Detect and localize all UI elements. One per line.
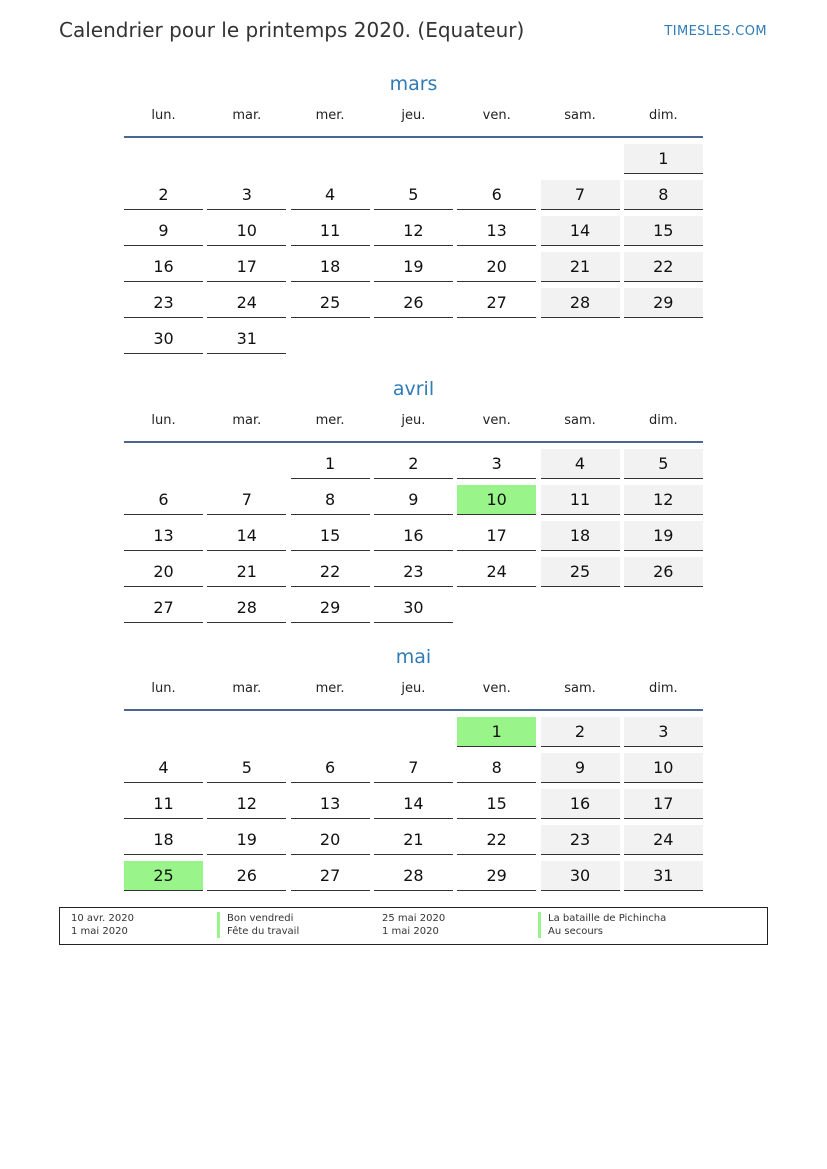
- day-cell: 22: [291, 557, 370, 587]
- weekday-label: jeu.: [401, 108, 426, 123]
- day-cell: 14: [374, 789, 453, 819]
- day-cell: 20: [124, 557, 203, 587]
- legend-holiday-name: Au secours: [538, 925, 666, 938]
- day-cell: 6: [457, 180, 536, 210]
- day-cell: 2: [374, 449, 453, 479]
- day-cell: 2: [541, 717, 620, 747]
- day-cell: 28: [541, 288, 620, 318]
- day-cell: 28: [207, 593, 286, 623]
- weekday-label: mar.: [232, 108, 262, 123]
- day-cell: 16: [374, 521, 453, 551]
- weekday-label: sam.: [564, 108, 596, 123]
- day-cell: 20: [457, 252, 536, 282]
- legend-holiday-name: Bon vendredi: [217, 912, 299, 925]
- day-cell: 7: [541, 180, 620, 210]
- day-cell: 14: [541, 216, 620, 246]
- day-cell: 10: [624, 753, 703, 783]
- day-cell: 25: [291, 288, 370, 318]
- weekday-header: [124, 411, 703, 443]
- legend-names-right: [538, 912, 666, 938]
- day-cell: 7: [207, 485, 286, 515]
- day-cell: 18: [541, 521, 620, 551]
- day-cell: 18: [291, 252, 370, 282]
- day-cell: 18: [124, 825, 203, 855]
- day-cell: 28: [374, 861, 453, 891]
- day-cell: 26: [207, 861, 286, 891]
- day-cell: 4: [541, 449, 620, 479]
- day-cell-holiday: 10: [457, 485, 536, 515]
- day-cell: 25: [541, 557, 620, 587]
- day-cell: 1: [624, 144, 703, 174]
- day-cell: 5: [374, 180, 453, 210]
- day-cell: 30: [541, 861, 620, 891]
- day-grid: [124, 443, 703, 631]
- day-cell: 6: [124, 485, 203, 515]
- day-cell: 16: [124, 252, 203, 282]
- month-name: mars: [389, 73, 438, 95]
- legend-date: 25 mai 2020: [382, 913, 446, 924]
- day-cell: 24: [207, 288, 286, 318]
- day-cell: 29: [291, 593, 370, 623]
- legend-holiday-name: La bataille de Pichincha: [538, 912, 666, 925]
- day-cell: 8: [457, 753, 536, 783]
- day-cell: 24: [624, 825, 703, 855]
- legend-holiday-name: Fête du travail: [217, 925, 299, 938]
- day-cell: 2: [124, 180, 203, 210]
- legend-dates-left: [71, 912, 134, 938]
- day-cell: 15: [291, 521, 370, 551]
- day-cell: 13: [124, 521, 203, 551]
- day-cell-holiday: 1: [457, 717, 536, 747]
- weekday-label: mer.: [315, 681, 345, 696]
- day-cell: 4: [291, 180, 370, 210]
- day-cell: 21: [374, 825, 453, 855]
- weekday-label: dim.: [648, 681, 678, 696]
- day-cell: 17: [207, 252, 286, 282]
- day-cell: 19: [207, 825, 286, 855]
- day-cell: 13: [291, 789, 370, 819]
- day-cell: 29: [624, 288, 703, 318]
- day-cell: 19: [624, 521, 703, 551]
- day-cell: 27: [124, 593, 203, 623]
- day-cell-holiday: 25: [124, 861, 203, 891]
- day-cell: 27: [291, 861, 370, 891]
- holiday-legend: [59, 907, 768, 945]
- day-cell: 15: [457, 789, 536, 819]
- month-april: [124, 375, 703, 631]
- month-name: avril: [392, 378, 435, 400]
- day-cell: 21: [207, 557, 286, 587]
- weekday-label: ven.: [482, 413, 511, 428]
- day-cell: 9: [374, 485, 453, 515]
- day-cell: 15: [624, 216, 703, 246]
- weekday-label: jeu.: [401, 413, 426, 428]
- day-cell: 13: [457, 216, 536, 246]
- legend-date: 10 avr. 2020: [71, 913, 134, 924]
- day-cell: 20: [291, 825, 370, 855]
- day-cell: 17: [457, 521, 536, 551]
- day-cell: 22: [457, 825, 536, 855]
- day-cell: 22: [624, 252, 703, 282]
- day-cell: 30: [124, 324, 203, 354]
- day-cell: 23: [124, 288, 203, 318]
- day-cell: 3: [457, 449, 536, 479]
- weekday-label: sam.: [564, 413, 596, 428]
- month-name: mai: [395, 646, 432, 668]
- weekday-header: [124, 106, 703, 138]
- weekday-label: mer.: [315, 413, 345, 428]
- page-title: Calendrier pour le printemps 2020. (Equateur): [59, 18, 525, 42]
- day-cell: 10: [207, 216, 286, 246]
- day-cell: 6: [291, 753, 370, 783]
- weekday-label: sam.: [564, 681, 596, 696]
- day-cell: 16: [541, 789, 620, 819]
- day-cell: 11: [124, 789, 203, 819]
- day-cell: 5: [624, 449, 703, 479]
- day-cell: 7: [374, 753, 453, 783]
- day-grid: [124, 711, 703, 899]
- day-cell: 17: [624, 789, 703, 819]
- day-cell: 21: [541, 252, 620, 282]
- day-cell: 31: [624, 861, 703, 891]
- month-march: [124, 70, 703, 362]
- day-cell: 14: [207, 521, 286, 551]
- day-cell: 11: [541, 485, 620, 515]
- legend-dates-right: [382, 912, 445, 938]
- day-cell: 19: [374, 252, 453, 282]
- weekday-label: jeu.: [401, 681, 426, 696]
- weekday-label: lun.: [151, 413, 176, 428]
- weekday-label: mar.: [232, 681, 262, 696]
- day-cell: 3: [207, 180, 286, 210]
- legend-date: 1 mai 2020: [382, 926, 439, 937]
- day-cell: 23: [541, 825, 620, 855]
- day-cell: 8: [624, 180, 703, 210]
- weekday-label: ven.: [482, 108, 511, 123]
- weekday-label: dim.: [648, 108, 678, 123]
- legend-date: 1 mai 2020: [71, 926, 128, 937]
- weekday-label: mar.: [232, 413, 262, 428]
- legend-names-left: [217, 912, 299, 938]
- day-cell: 12: [207, 789, 286, 819]
- day-cell: 4: [124, 753, 203, 783]
- day-cell: 1: [291, 449, 370, 479]
- day-cell: 26: [624, 557, 703, 587]
- day-cell: 29: [457, 861, 536, 891]
- month-may: [124, 643, 703, 899]
- weekday-label: mer.: [315, 108, 345, 123]
- day-cell: 9: [124, 216, 203, 246]
- day-cell: 5: [207, 753, 286, 783]
- day-grid: [124, 138, 703, 362]
- day-cell: 30: [374, 593, 453, 623]
- day-cell: 8: [291, 485, 370, 515]
- day-cell: 11: [291, 216, 370, 246]
- day-cell: 26: [374, 288, 453, 318]
- day-cell: 9: [541, 753, 620, 783]
- weekday-label: lun.: [151, 681, 176, 696]
- weekday-header: [124, 679, 703, 711]
- day-cell: 31: [207, 324, 286, 354]
- weekday-label: lun.: [151, 108, 176, 123]
- day-cell: 3: [624, 717, 703, 747]
- weekday-label: dim.: [648, 413, 678, 428]
- site-link[interactable]: TIMESLES.COM: [664, 24, 767, 39]
- day-cell: 27: [457, 288, 536, 318]
- day-cell: 12: [374, 216, 453, 246]
- day-cell: 12: [624, 485, 703, 515]
- weekday-label: ven.: [482, 681, 511, 696]
- day-cell: 24: [457, 557, 536, 587]
- day-cell: 23: [374, 557, 453, 587]
